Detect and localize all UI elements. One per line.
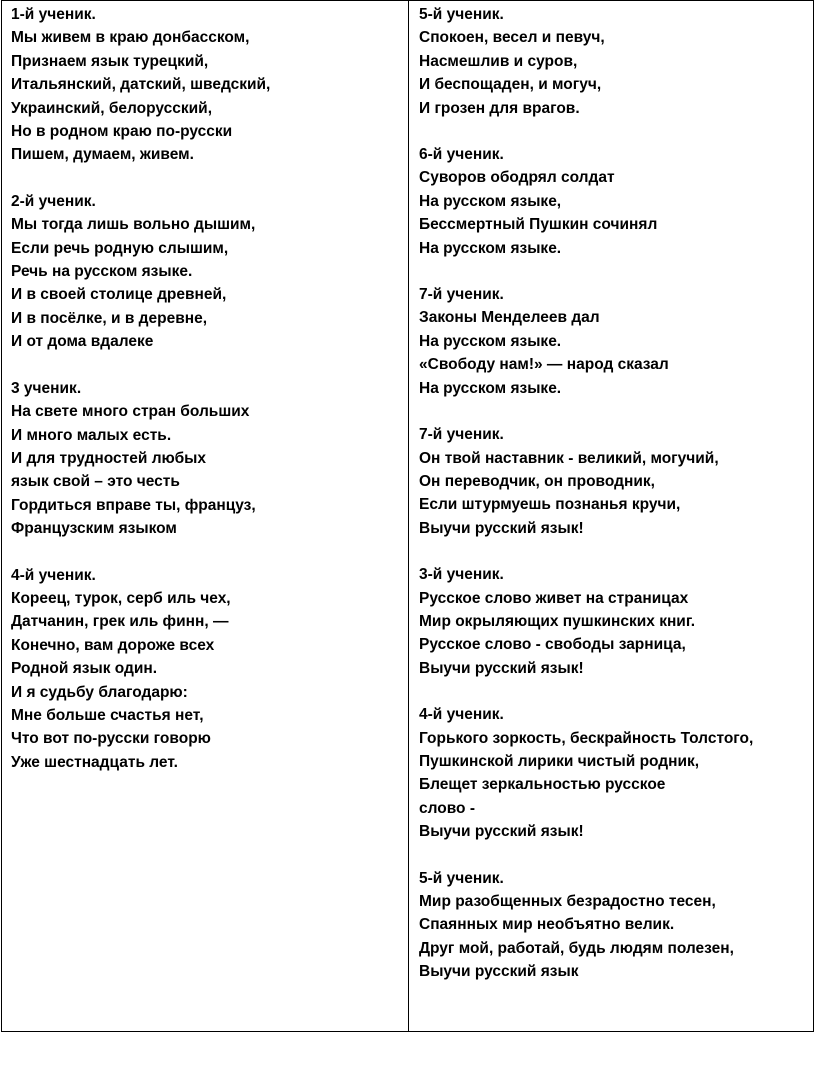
- verse-line: «Свободу нам!» — народ сказал: [419, 356, 669, 374]
- verse-line: И от дома вдалеке: [11, 333, 154, 351]
- verse-line: На русском языке.: [419, 379, 562, 397]
- verse-line: Блещет зеркальностью русское: [419, 776, 666, 794]
- verse-line: Если штурмуешь познанья кручи,: [419, 496, 681, 514]
- speaker-label: 5-й ученик.: [419, 6, 504, 23]
- verse-line: Итальянский, датский, шведский,: [11, 76, 271, 94]
- stanza: [11, 3, 408, 167]
- verse-line: Мир окрыляющих пушкинских книг.: [419, 612, 696, 630]
- verse-line: И беспощаден, и могуч,: [419, 76, 602, 94]
- speaker-label: 6-й ученик.: [419, 146, 504, 164]
- verse-line: Выучи русский язык: [419, 963, 579, 981]
- verse-line: Горького зоркость, бескрайность Толстого,: [419, 729, 754, 747]
- speaker-label: 1-й ученик.: [11, 6, 96, 23]
- verse-line: Мир разобщенных безрадостно тесен,: [419, 893, 716, 910]
- verse-line: Речь на русском языке.: [11, 263, 193, 281]
- speaker-label: 5-й ученик.: [419, 869, 504, 887]
- verse-line: Признаем язык турецкий,: [11, 52, 209, 70]
- stanza: [419, 563, 813, 680]
- speaker-label: 7-й ученик.: [419, 286, 504, 304]
- stanza: [419, 283, 813, 400]
- verse-line: Пушкинской лирики чистый родник,: [419, 752, 700, 770]
- stanza: [419, 143, 813, 260]
- verse-line: Спокоен, весел и певуч,: [419, 29, 605, 47]
- verse-line: Гордиться вправе ты, француз,: [11, 496, 256, 514]
- verse-line: И в своей столице древней,: [11, 286, 227, 304]
- verse-line: Выучи русский язык!: [419, 659, 584, 677]
- verse-line: Выучи русский язык!: [419, 519, 584, 537]
- verse-line: Родной язык один.: [11, 660, 158, 678]
- verse-line: Мы тогда лишь вольно дышим,: [11, 216, 256, 234]
- verse-line: И в посёлке, и в деревне,: [11, 309, 208, 327]
- verse-line: Украинский, белорусский,: [11, 99, 213, 117]
- verse-line: Но в родном краю по-русски: [11, 123, 233, 141]
- verse-line: слово -: [419, 799, 475, 817]
- verse-line: И много малых есть.: [11, 426, 172, 444]
- speaker-label: 7-й ученик.: [419, 426, 504, 444]
- speaker-label: 4-й ученик.: [419, 706, 504, 724]
- verse-line: На русском языке,: [419, 192, 562, 210]
- verse-line: И для трудностей любых: [11, 449, 207, 467]
- speaker-label: 3-й ученик.: [419, 566, 504, 584]
- speaker-label: 4-й ученик.: [11, 566, 96, 584]
- speaker-label: 3 ученик.: [11, 379, 82, 397]
- verse-line: Друг мой, работай, будь людям полезен,: [419, 939, 734, 957]
- verse-line: Кореец, турок, серб иль чех,: [11, 589, 231, 607]
- verse-line: язык свой – это честь: [11, 473, 180, 491]
- verse-line: Датчанин, грек иль финн, —: [11, 613, 229, 631]
- verse-line: На свете много стран больших: [11, 403, 250, 421]
- stanza: [419, 423, 813, 540]
- verse-line: Мне больше счастья нет,: [11, 706, 204, 724]
- verse-line: На русском языке.: [419, 332, 562, 350]
- verse-line: Законы Менделеев дал: [419, 309, 600, 327]
- stanza: [419, 3, 813, 120]
- right-column: [409, 1, 813, 1031]
- verse-line: Он переводчик, он проводник,: [419, 472, 655, 490]
- verse-line: Он твой наставник - великий, могучий,: [419, 449, 719, 467]
- stanza: [419, 867, 813, 984]
- stanza: [11, 190, 408, 354]
- verse-line: Мы живем в краю донбасском,: [11, 29, 250, 47]
- speaker-label: 2-й ученик.: [11, 192, 96, 210]
- verse-line: Уже шестнадцать лет.: [11, 753, 178, 771]
- verse-line: Бессмертный Пушкин сочинял: [419, 216, 658, 234]
- verse-line: Русское слово живет на страницах: [419, 589, 689, 607]
- stanza: [11, 377, 408, 541]
- stanza: [419, 703, 813, 843]
- verse-line: Русское слово - свободы зарница,: [419, 636, 686, 654]
- verse-line: Конечно, вам дороже всех: [11, 636, 215, 654]
- verse-line: Суворов ободрял солдат: [419, 169, 615, 187]
- left-column: [2, 1, 409, 1031]
- verse-line: Выучи русский язык!: [419, 823, 584, 841]
- verse-line: Насмешлив и суров,: [419, 52, 578, 70]
- verse-line: Французским языком: [11, 520, 177, 538]
- verse-line: Если речь родную слышим,: [11, 239, 229, 257]
- stanza: [11, 564, 408, 775]
- verse-line: И я судьбу благодарю:: [11, 683, 188, 701]
- verse-line: На русском языке.: [419, 239, 562, 257]
- verse-line: Спаянных мир необъятно велик.: [419, 916, 675, 934]
- verse-line: Что вот по-русски говорю: [11, 730, 211, 748]
- poem-table: [1, 0, 814, 1032]
- verse-line: Пишем, думаем, живем.: [11, 146, 194, 164]
- verse-line: И грозен для врагов.: [419, 99, 580, 117]
